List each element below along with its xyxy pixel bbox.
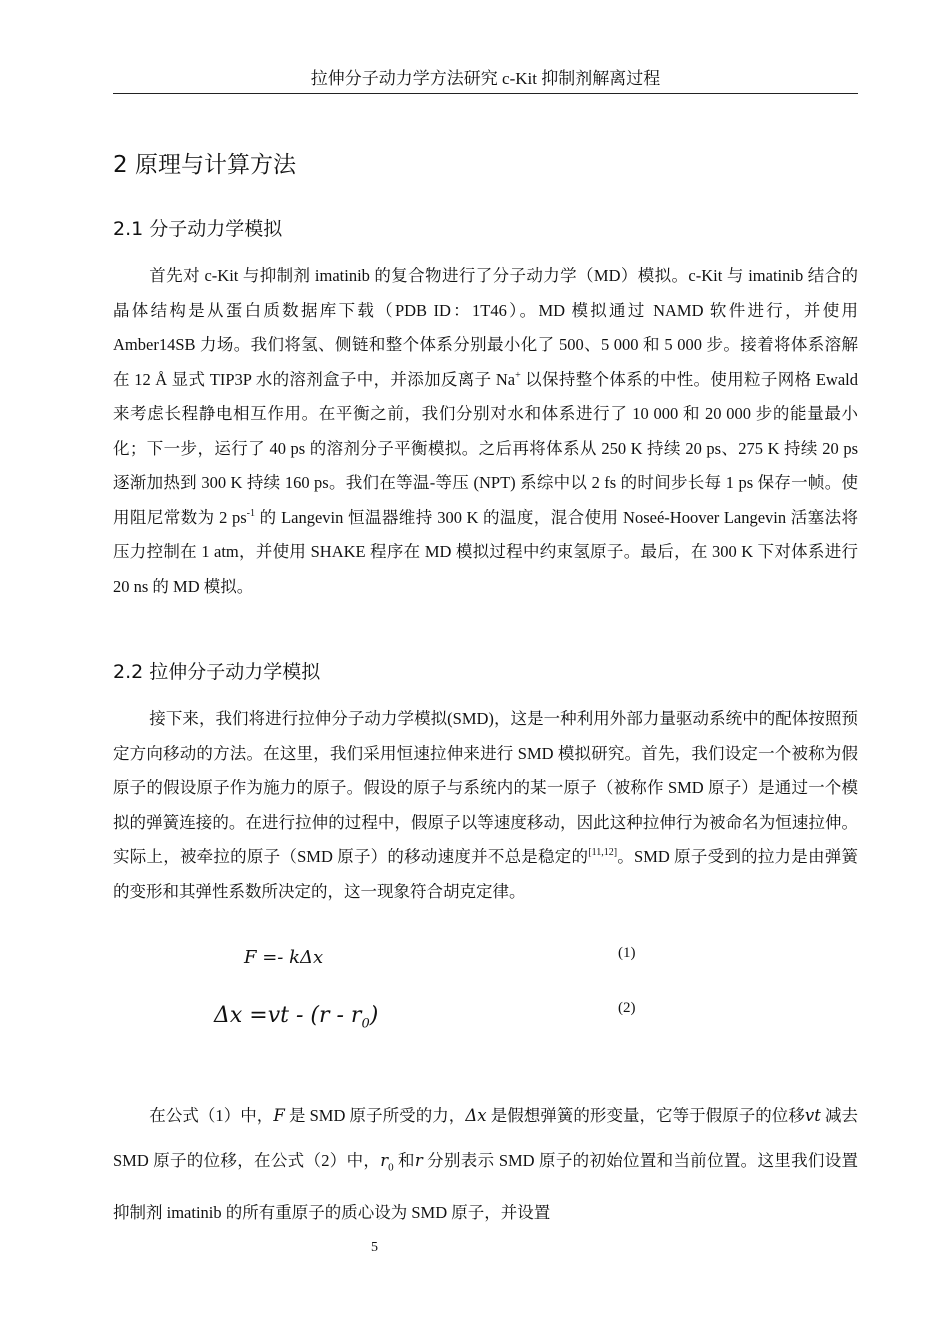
equation-1-number: (1) <box>618 945 636 961</box>
paragraph-md-simulation: 首先对 c-Kit 与抑制剂 imatinib 的复合物进行了分子动力学（MD）模拟。c-Kit 与 imatinib 结合的晶体结构是从蛋白质数据库下载（PDB ID：1T46）。MD 模拟通过 NAMD 软件进行，并使用 Amber14SB 力场。我们将氢、侧链和整个体系分别最小化了 500、5 000 和 5 000 步。接着将体系溶解在 12 Å 显式 TIP3P 水的溶剂盒子中，并添加反离子 Na+ 以保持整个体系的中性。使用粒子网格 Ewald 来考虑长程静电相互作用。在平衡之前，我们分别对水和体系进行了 10 000 和 20 000 步的能量最小化；下一步，运行了 40 ps 的溶剂分子平衡模拟。之后再将体系从 250 K 持续 20 ps、275 K 持续 20 ps 逐渐加热到 300 K 持续 160 ps。我们在等温-等压 (NPT) 系综中以 2 fs 的时间步长每 1 ps 保存一帧。使用阻尼常数为 2 $ps^{-1}$ 的 Langevin 恒温器维持 300 K 的温度，混合使用 Noseé-Hoover Langevin 活塞法将压力控制在 1 atm，并使用 SHAKE 程序在 MD 模拟过程中约束氢原子。最后，在 300 K 下对体系进行 20 ns 的 MD 模拟。 <box>113 266 859 596</box>
section-title: 2 原理与计算方法 <box>113 152 296 178</box>
paragraph-equation-explanation: 在公式（1）中，F 是 SMD 原子所受的力，Δx 是假想弹簧的形变量，它等于假原子的位移vt 减去 SMD 原子的位移，在公式（2）中，$r_0$ 和r 分别表示 SMD 原子的初始位置和当前位置。这里我们设置抑制剂 imatinib 的所有重原子的质心设为 SMD 原子，并设置 <box>113 1106 859 1223</box>
running-header: 拉伸分子动力学方法研究 c-Kit 抑制剂解离过程 <box>310 69 661 88</box>
equation-2: $\Delta x =vt - (r - r_0)$ <box>214 1003 379 1032</box>
subsection-title-2-1: 2.1 分子动力学模拟 <box>113 218 283 240</box>
equation-2-number: (2) <box>618 1000 636 1016</box>
equation-1: F =- kΔx <box>244 947 324 968</box>
subsection-title-2-2: 2.2 拉伸分子动力学模拟 <box>113 661 321 683</box>
paragraph-smd-simulation: 接下来，我们将进行拉伸分子动力学模拟(SMD)，这是一种利用外部力量驱动系统中的配体按照预定方向移动的方法。在这里，我们采用恒速拉伸来进行 SMD 模拟研究。首先，我们设定一个被称为假原子的假设原子作为施力的原子。假设的原子与系统内的某一原子（被称作 SMD 原子）是通过一个模拟的弹簧连接的。在进行拉伸的过程中，假原子以等速度移动，因此这种拉伸行为被命名为恒速拉伸。实际上，被牵拉的原子（SMD 原子）的移动速度并不总是稳定的[11,12]。SMD 原子受到的拉力是由弹簧的变形和其弹性系数所决定的，这一现象符合胡克定律。 <box>113 709 858 901</box>
page-number: 5 <box>371 1240 378 1255</box>
header-rule <box>113 93 858 94</box>
